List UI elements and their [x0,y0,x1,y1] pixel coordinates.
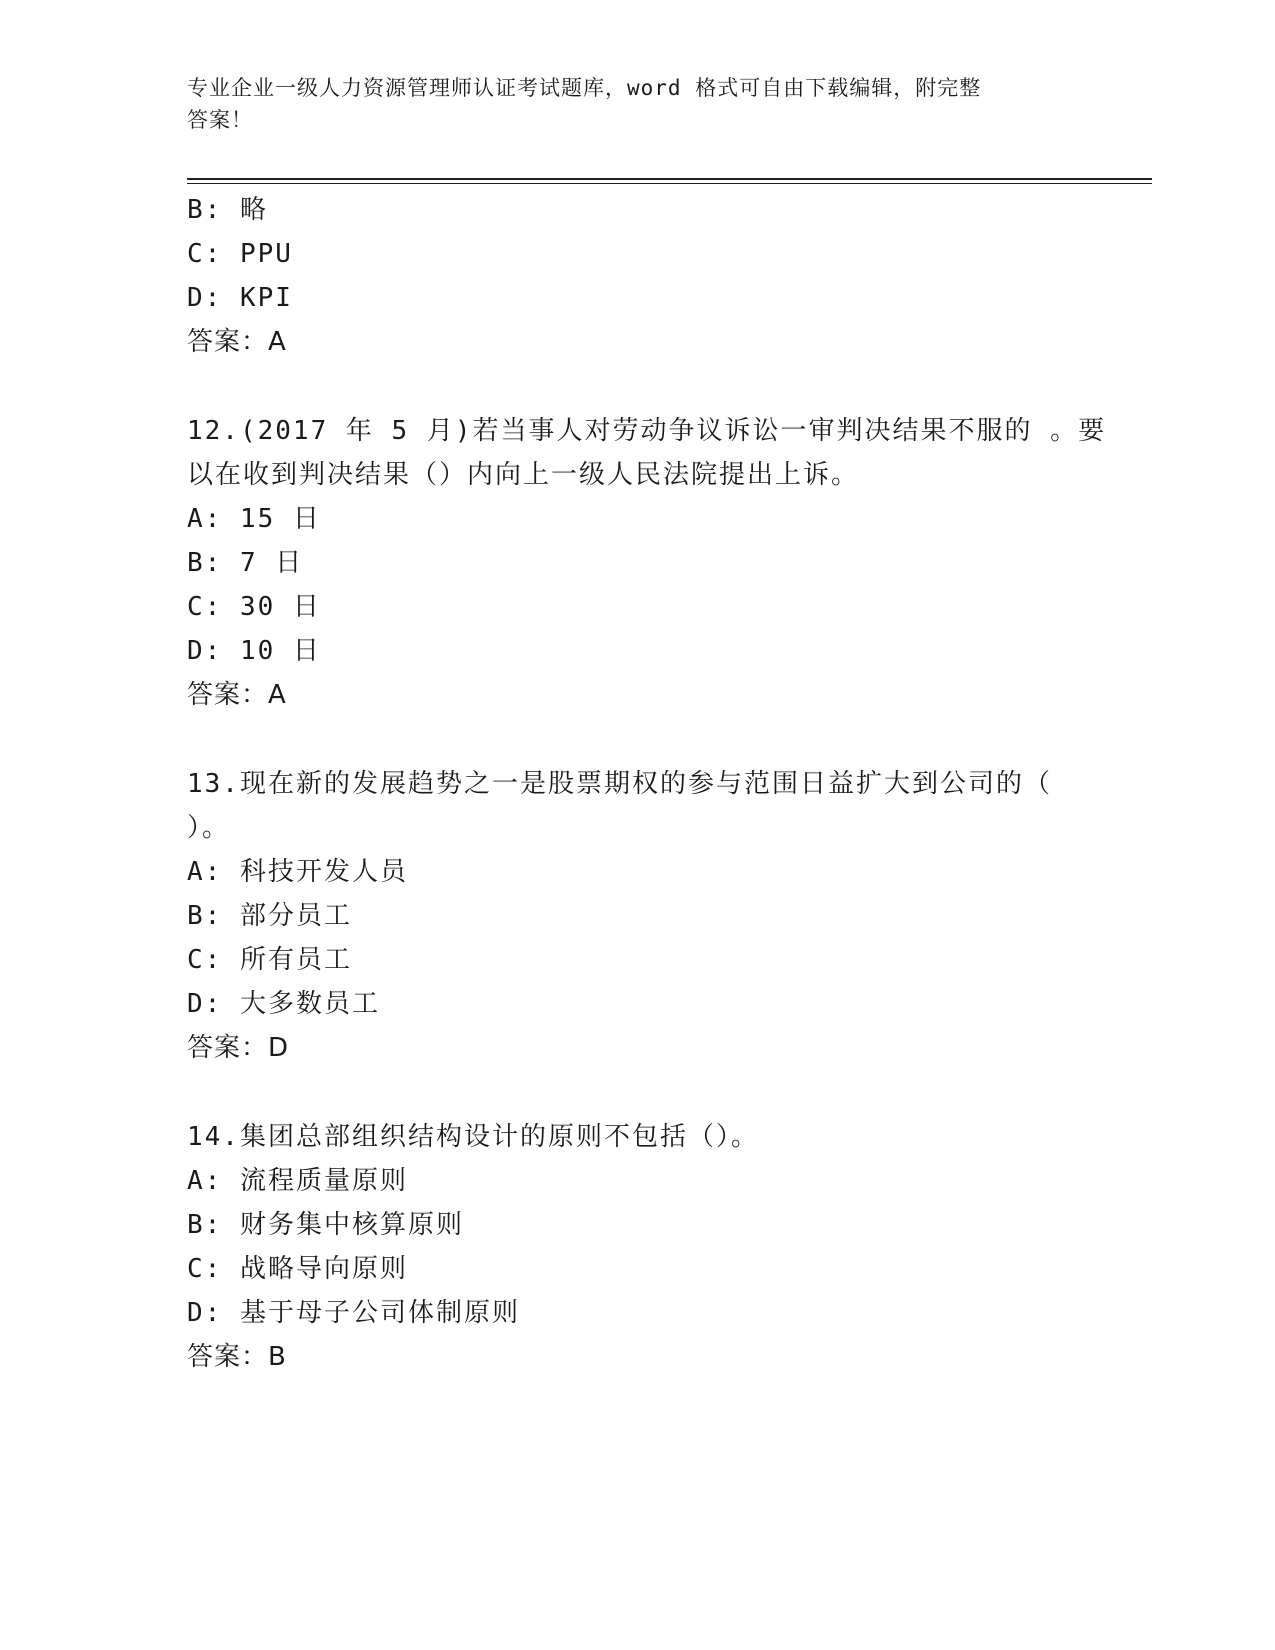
header-line-1: 专业企业一级人力资源管理师认证考试题库，word 格式可自由下载编辑，附完整 [187,76,982,100]
header-divider-thin [187,183,1152,184]
q12-option-c: C: 30 日 [187,592,321,622]
q11-answer: 答案：A [187,327,287,357]
q13-answer: 答案：D [187,1033,290,1063]
header-divider [187,178,1152,180]
q14-option-b: B: 财务集中核算原则 [187,1210,464,1240]
q12-option-b: B: 7 日 [187,548,304,578]
q11-option-d: D: KPI [187,283,293,313]
q12-stem-line-2: 以在收到判决结果（）内向上一级人民法院提出上诉。 [187,460,860,490]
q11-option-c: C: PPU [187,239,293,269]
q13-option-c: C: 所有员工 [187,945,352,975]
q14-answer: 答案：B [187,1342,287,1372]
q13-stem-line-1: 13.现在新的发展趋势之一是股票期权的参与范围日益扩大到公司的（ [187,769,1052,799]
q13-option-b: B: 部分员工 [187,901,352,931]
q14-option-c: C: 战略导向原则 [187,1254,408,1284]
q12-option-a: A: 15 日 [187,504,321,534]
q12-answer: 答案：A [187,680,287,710]
q11-option-b: B: 略 [187,195,268,225]
q13-stem-line-2: ）。 [187,813,231,843]
q12-stem-line-1: 12.(2017 年 5 月)若当事人对劳动争议诉讼一审判决结果不服的 。要 [187,416,1107,446]
document-header [187,72,1067,136]
q14-stem-line-1: 14.集团总部组织结构设计的原则不包括（）。 [187,1122,759,1152]
header-line-2: 答案！ [187,108,253,132]
q12-option-d: D: 10 日 [187,636,321,666]
q14-option-a: A: 流程质量原则 [187,1166,408,1196]
q13-option-a: A: 科技开发人员 [187,857,408,887]
q14-option-d: D: 基于母子公司体制原则 [187,1298,520,1328]
q13-option-d: D: 大多数员工 [187,989,380,1019]
